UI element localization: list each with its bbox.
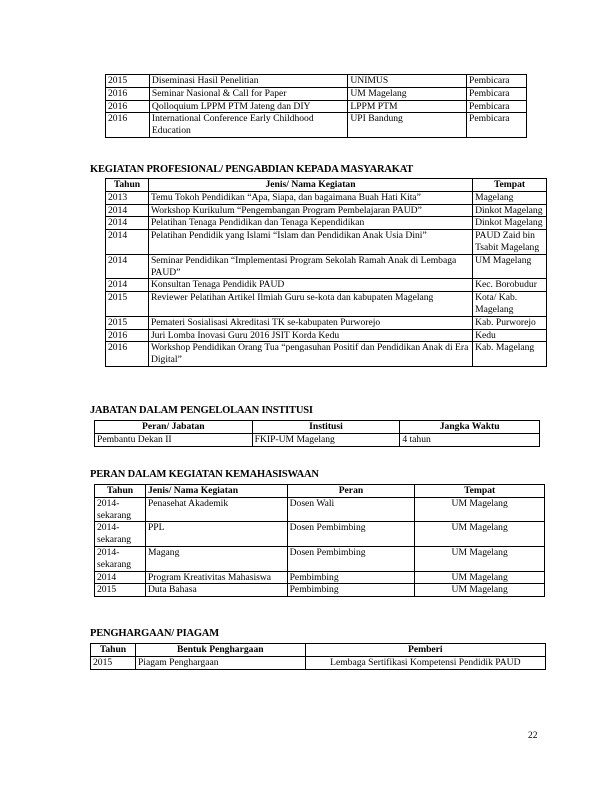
table-cell: UM Magelang bbox=[473, 254, 547, 279]
table-header-row bbox=[95, 485, 545, 498]
table-cell: Lembaga Sertifikasi Kompetensi Pendidik PAUD bbox=[305, 656, 545, 669]
awards-table bbox=[90, 643, 546, 670]
table-cell: 2014-sekarang bbox=[95, 497, 146, 522]
table-cell: Dinkot Magelang bbox=[473, 217, 547, 230]
table-row bbox=[106, 279, 547, 292]
table-cell: UPI Bandung bbox=[348, 113, 467, 138]
column-header: Tahun bbox=[91, 644, 136, 657]
table-cell: Kab. Magelang bbox=[473, 342, 547, 367]
table-cell: FKIP-UM Magelang bbox=[252, 433, 400, 446]
table-cell: Duta Bahasa bbox=[145, 584, 287, 597]
table-cell: Pembimbing bbox=[287, 571, 415, 584]
table-cell: 4 tahun bbox=[400, 433, 540, 446]
table-cell: 2016 bbox=[106, 329, 149, 342]
table-cell: 2015 bbox=[95, 584, 146, 597]
column-header: Peran/ Jabatan bbox=[95, 421, 253, 434]
page-number: 22 bbox=[528, 731, 538, 741]
table-cell: Dosen Wali bbox=[287, 497, 415, 522]
table-row bbox=[95, 571, 545, 584]
table-row bbox=[106, 191, 547, 204]
table-cell: Kec. Borobudur bbox=[473, 279, 547, 292]
table-row bbox=[95, 433, 540, 446]
institutional-positions-table bbox=[94, 420, 540, 447]
table-header-row bbox=[95, 421, 540, 434]
column-header: Tahun bbox=[95, 485, 146, 498]
section-title-professional-activities: KEGIATAN PROFESIONAL/ PENGABDIAN KEPADA MASYARAKAT bbox=[90, 164, 414, 175]
table-cell: UM Magelang bbox=[415, 497, 545, 522]
table-row bbox=[106, 329, 547, 342]
table-cell: Workshop Pendidikan Orang Tua “pengasuhan Positif dan Pendidikan Anak di Era Digital” bbox=[148, 342, 472, 367]
table-cell: Kota/ Kab. Magelang bbox=[473, 292, 547, 317]
table-cell: 2016 bbox=[106, 100, 150, 113]
table-cell: Pembicara bbox=[467, 87, 527, 100]
table-cell: Pelatihan Tenaga Pendidikan dan Tenaga Kependidikan bbox=[148, 217, 472, 230]
table-row bbox=[106, 100, 527, 113]
table-cell: Qolloquium LPPM PTM Jateng dan DIY bbox=[149, 100, 347, 113]
presentations-table-body bbox=[106, 75, 527, 138]
table-row bbox=[95, 522, 545, 547]
column-header: Jenis/ Nama Kegiatan bbox=[145, 485, 287, 498]
table-cell: Pembicara bbox=[467, 113, 527, 138]
table-cell: 2014 bbox=[106, 217, 149, 230]
table-cell: Program Kreativitas Mahasiswa bbox=[145, 571, 287, 584]
table-cell: 2014 bbox=[95, 571, 146, 584]
table-row bbox=[106, 87, 527, 100]
table-cell: UM Magelang bbox=[415, 546, 545, 571]
table-cell: Piagam Penghargaan bbox=[135, 656, 305, 669]
table-cell: 2015 bbox=[106, 75, 150, 88]
table-cell: 2016 bbox=[106, 113, 150, 138]
column-header: Tempat bbox=[473, 179, 547, 192]
column-header: Tempat bbox=[415, 485, 545, 498]
table-cell: Diseminasi Hasil Penelitian bbox=[149, 75, 347, 88]
table-cell: Pembicara bbox=[467, 75, 527, 88]
table-row bbox=[106, 342, 547, 367]
table-row bbox=[95, 584, 545, 597]
table-row bbox=[95, 546, 545, 571]
table-cell: 2015 bbox=[91, 656, 136, 669]
table-cell: Juri Lomba Inovasi Guru 2016 JSIT Korda Kedu bbox=[148, 329, 472, 342]
table-cell: Seminar Nasional & Call for Paper bbox=[149, 87, 347, 100]
table-cell: 2014 bbox=[106, 254, 149, 279]
table-header-row bbox=[91, 644, 546, 657]
table-cell: Pembicara bbox=[467, 100, 527, 113]
table-row bbox=[91, 656, 546, 669]
table-cell: Pembantu Dekan II bbox=[95, 433, 253, 446]
table-cell: 2014 bbox=[106, 279, 149, 292]
table-row bbox=[106, 204, 547, 217]
table-cell: Magelang bbox=[473, 191, 547, 204]
table-cell: Workshop Kurikulum “Pengembangan Program Pembelajaran PAUD” bbox=[148, 204, 472, 217]
table-cell: 2016 bbox=[106, 87, 150, 100]
table-cell: 2014 bbox=[106, 204, 149, 217]
table-cell: Magang bbox=[145, 546, 287, 571]
table-cell: International Conference Early Childhood Education bbox=[149, 113, 347, 138]
table-header-row bbox=[106, 179, 547, 192]
table-row bbox=[106, 254, 547, 279]
table-cell: 2014-sekarang bbox=[95, 522, 146, 547]
table-cell: UM Magelang bbox=[348, 87, 467, 100]
student-activities-table bbox=[94, 484, 545, 597]
table-cell: 2013 bbox=[106, 191, 149, 204]
table-cell: 2015 bbox=[106, 316, 149, 329]
table-cell: UM Magelang bbox=[415, 584, 545, 597]
table-cell: LPPM PTM bbox=[348, 100, 467, 113]
column-header: Jenis/ Nama Kegiatan bbox=[148, 179, 472, 192]
column-header: Bentuk Penghargaan bbox=[135, 644, 305, 657]
table-cell: UNIMUS bbox=[348, 75, 467, 88]
column-header: Jangka Waktu bbox=[400, 421, 540, 434]
table-cell: Dosen Pembimbing bbox=[287, 522, 415, 547]
section-title-student-activities: PERAN DALAM KEGIATAN KEMAHASISWAAN bbox=[90, 469, 319, 480]
table-cell: Pembimbing bbox=[287, 584, 415, 597]
table-row bbox=[106, 75, 527, 88]
table-cell: PAUD Zaid bin Tsabit Magelang bbox=[473, 230, 547, 255]
table-row bbox=[106, 217, 547, 230]
table-row bbox=[106, 230, 547, 255]
column-header: Tahun bbox=[106, 179, 149, 192]
column-header: Peran bbox=[287, 485, 415, 498]
section-title-awards: PENGHARGAAN/ PIAGAM bbox=[90, 628, 219, 639]
table-cell: Konsultan Tenaga Pendidik PAUD bbox=[148, 279, 472, 292]
table-cell: Kedu bbox=[473, 329, 547, 342]
table-cell: 2014-sekarang bbox=[95, 546, 146, 571]
table-cell: 2014 bbox=[106, 230, 149, 255]
table-row bbox=[106, 113, 527, 138]
column-header: Pemberi bbox=[305, 644, 545, 657]
presentations-table bbox=[105, 74, 527, 138]
table-cell: 2016 bbox=[106, 342, 149, 367]
table-cell: Pemateri Sosialisasi Akreditasi TK se-kabupaten Purworejo bbox=[148, 316, 472, 329]
table-cell: Kab. Purworejo bbox=[473, 316, 547, 329]
column-header: Institusi bbox=[252, 421, 400, 434]
table-cell: Seminar Pendidikan “Implementasi Program Sekolah Ramah Anak di Lembaga PAUD” bbox=[148, 254, 472, 279]
table-cell: 2015 bbox=[106, 292, 149, 317]
table-cell: Temu Tokoh Pendidikan “Apa, Siapa, dan bagaimana Buah Hati Kita” bbox=[148, 191, 472, 204]
section-title-institutional-positions: JABATAN DALAM PENGELOLAAN INSTITUSI bbox=[90, 405, 313, 416]
table-row bbox=[106, 292, 547, 317]
table-cell: Dosen Pembimbing bbox=[287, 546, 415, 571]
table-cell: PPL bbox=[145, 522, 287, 547]
table-cell: UM Magelang bbox=[415, 522, 545, 547]
table-row bbox=[95, 497, 545, 522]
table-cell: Dinkot Magelang bbox=[473, 204, 547, 217]
table-cell: Penasehat Akademik bbox=[145, 497, 287, 522]
table-cell: Pelatihan Pendidik yang Islami “Islam dan Pendidikan Anak Usia Dini” bbox=[148, 230, 472, 255]
table-row bbox=[106, 316, 547, 329]
table-cell: Reviewer Pelatihan Artikel Ilmiah Guru se-kota dan kabupaten Magelang bbox=[148, 292, 472, 317]
professional-activities-table bbox=[105, 178, 547, 367]
table-cell: UM Magelang bbox=[415, 571, 545, 584]
